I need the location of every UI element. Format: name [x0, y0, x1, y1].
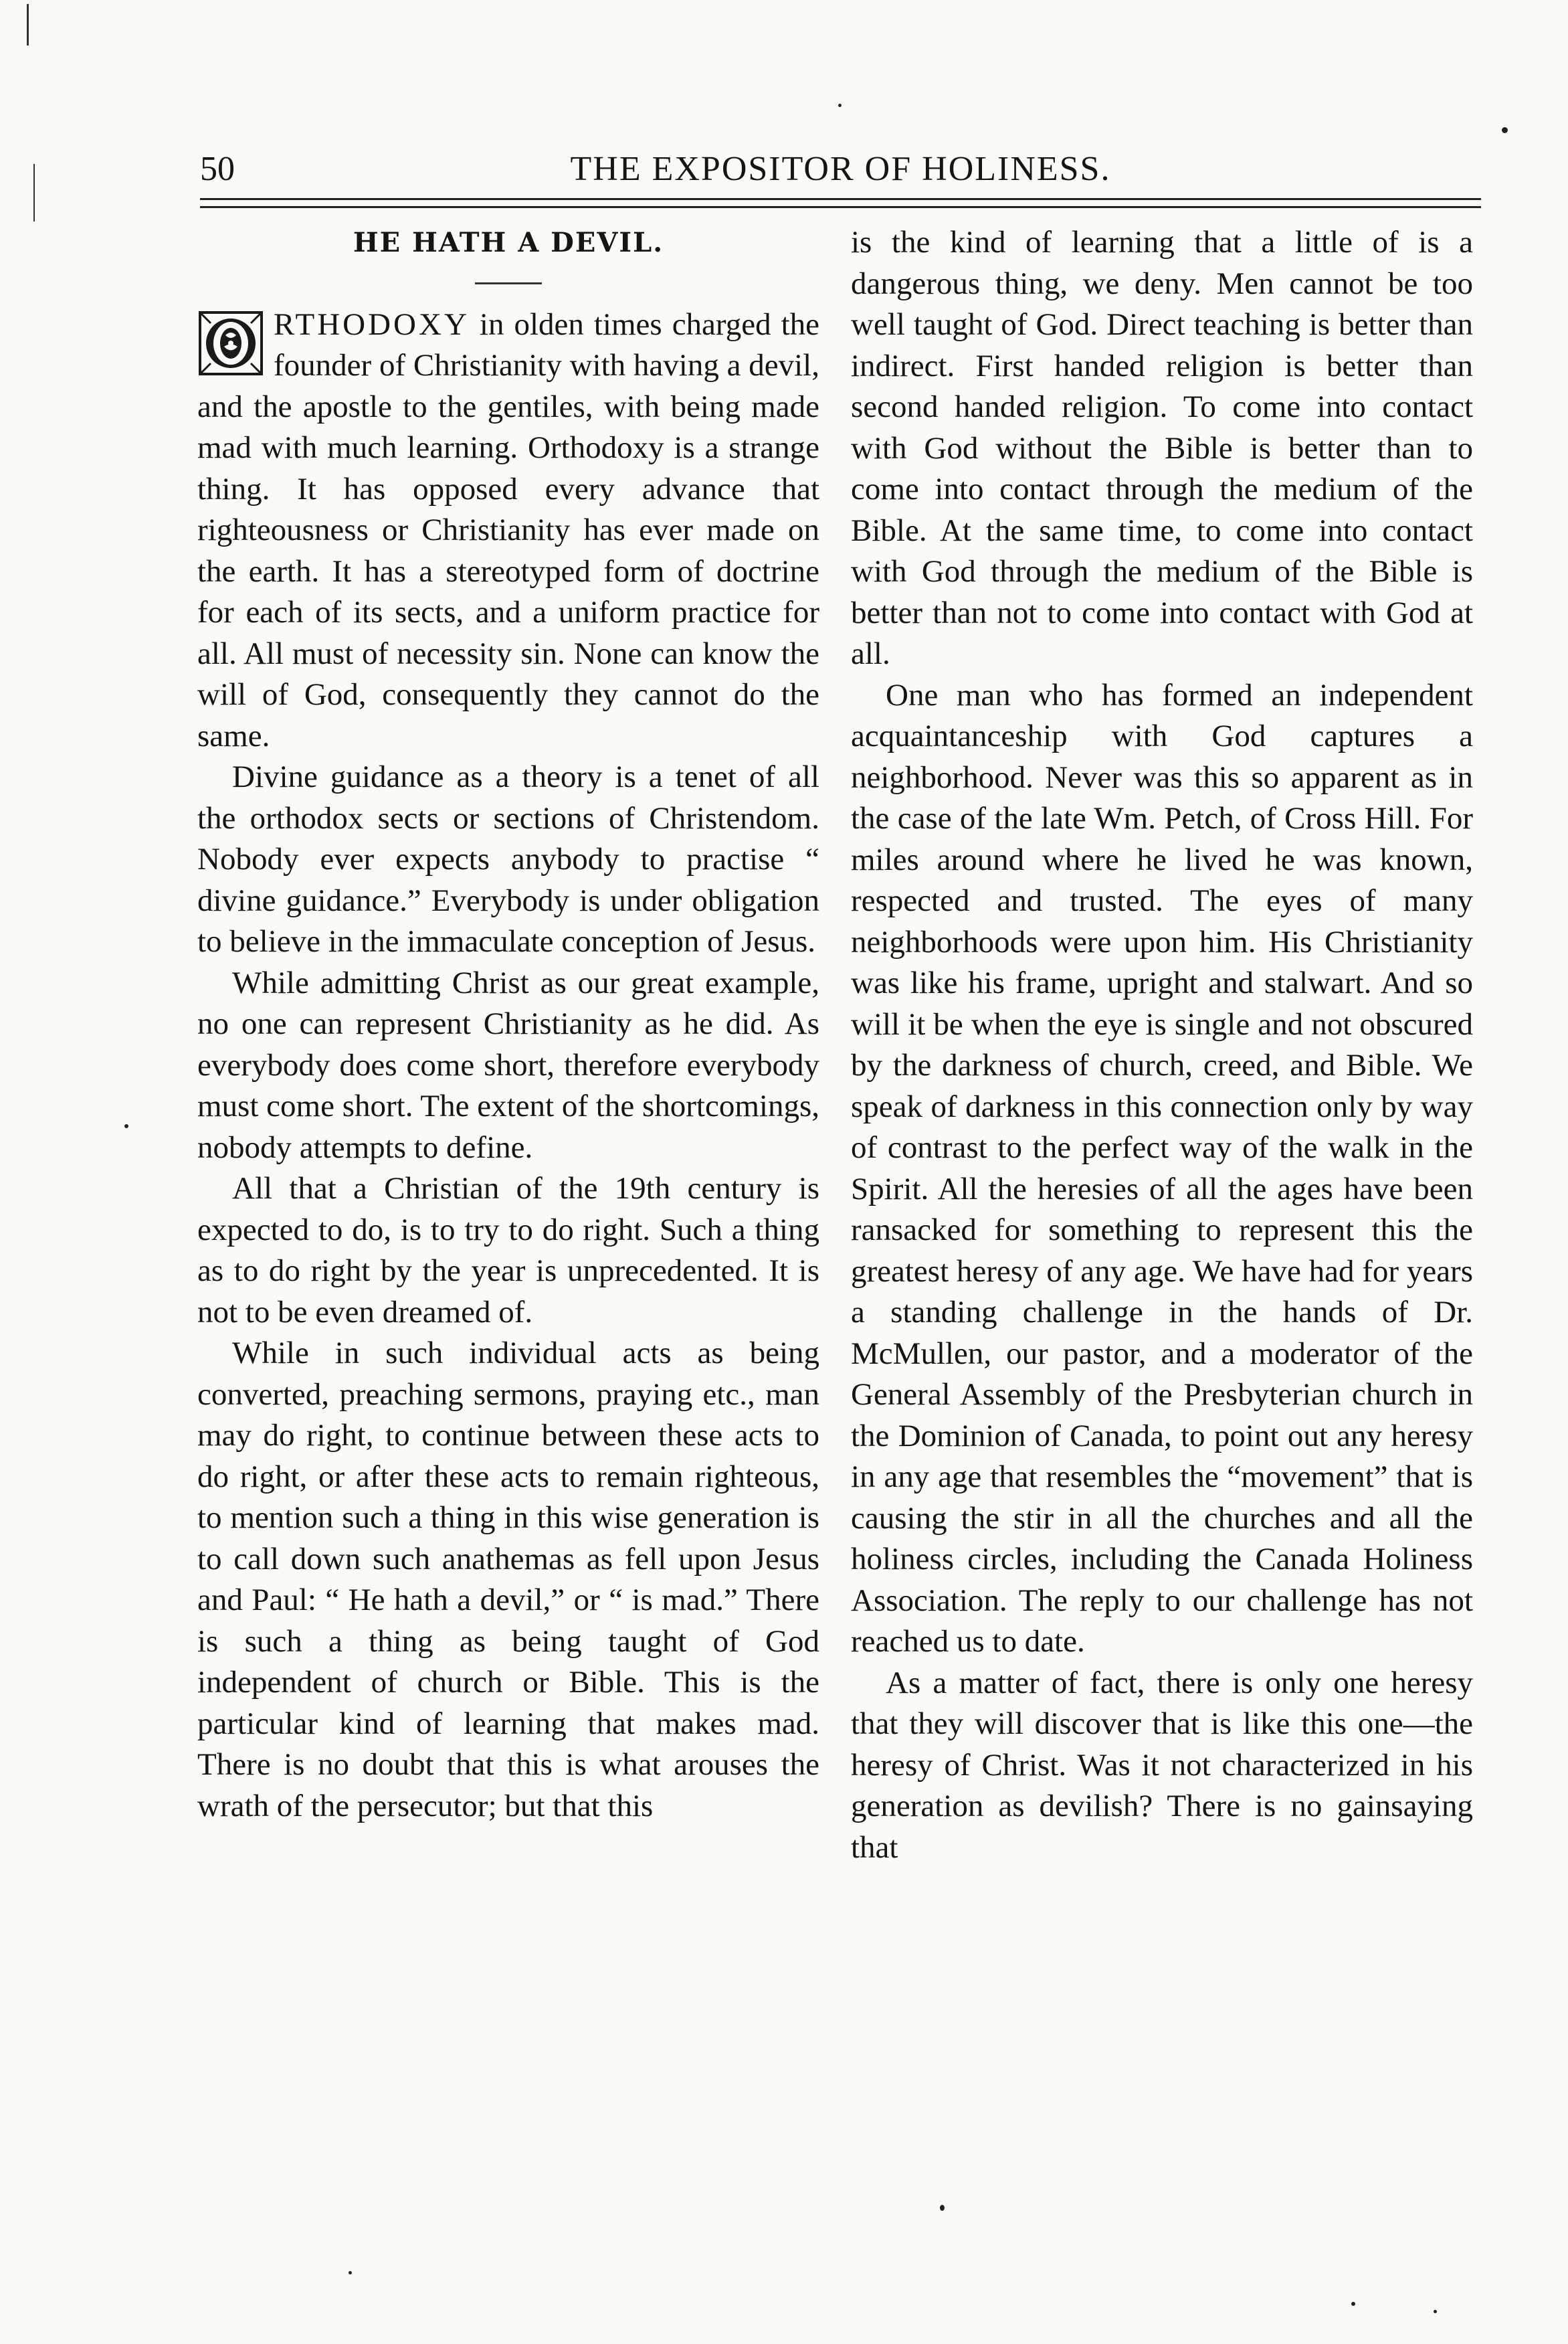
lead-word: RTHODOXY — [274, 306, 470, 342]
header-rule-top — [200, 198, 1481, 200]
title-rule — [475, 282, 542, 284]
scan-speck — [124, 1124, 128, 1128]
scan-speck — [349, 2271, 352, 2274]
paragraph: As a matter of fact, there is only one heresy that they will discover that is like this one—the heresy of Christ. Was it not characterized in his generation as devilish? There is no gainsaying that — [851, 1665, 1473, 1865]
scan-mark — [33, 164, 35, 221]
scan-speck — [838, 104, 842, 107]
continued-paragraph: is the kind of learning that a little of is a dangerous thing, we deny. Men cannot be too well taught of God. Direct teaching is better than indirect. First handed religion is better than second handed religion. To come into contact with God without the Bible is better than to come into contact through the medium of the Bible. At the same time, to come into contact with God through the medium of the Bible is better than not to come into contact with God at all. — [851, 225, 1473, 671]
paragraph: While admitting Christ as our great example, no one can represent Christianity as he did. As everybody does come short, therefore everybody must come short. The extent of the shortcomings, nobody attempts to define. — [197, 965, 819, 1165]
page-number: 50 — [200, 150, 235, 188]
header-rule-bottom — [200, 206, 1481, 208]
paragraph: One man who has formed an independent acquaintanceship with God captures a neighborhood. Never was this so apparent as in the case of the late Wm. Petch, of Cross Hill. For miles around where he lived he was known, respected and trusted. The eyes of many neighborhoods were upon him. His Christianity was like his frame, upright and stalwart. And so will it be when the eye is single and not obscured by the darkness of church, creed, and Bible. We speak of darkness in this connection only by way of contrast to the perfect way of the walk in the Spirit. All the heresies of all the ages have been ransacked for something to represent this the greatest heresy of any age. We have had for years a standing challenge in the hands of Dr. McMullen, our pastor, and a moderator of the General Assembly of the Presbyterian church in the Dominion of Canada, to point out any heresy in any age that resembles the “movement” that is causing the stir in all the churches and all the holiness circles, including the Canada Holiness Association. The reply to our challenge has not reached us to date. — [851, 677, 1473, 1659]
left-column — [197, 222, 819, 1827]
paragraph: All that a Christian of the 19th century is expected to do, is to try to do right. Such a thing as to do right by the year is unprecedented. It is not to be even dreamed of. — [197, 1171, 819, 1330]
running-title: THE EXPOSITOR OF HOLINESS. — [570, 150, 1111, 188]
paragraph: Divine guidance as a theory is a tenet of all the orthodox sects or sections of Christendom. Nobody ever expects anybody to practise “ divine guidance.” Everybody is under obligation to believe in the immaculate conception of Jesus. — [197, 759, 819, 959]
right-column — [851, 222, 1473, 1868]
opening-text: in olden times charged the founder of Christianity with having a devil, and the apostle to the gentiles, with being made mad with much learning. Orthodoxy is a strange thing. It has opposed every advance that righteousness or Christianity has ever made on the earth. It has a stereotyped form of doctrine for each of its sects, and a uniform practice for all. All must of necessity sin. None can know the will of God, consequently they cannot do the same. — [197, 306, 819, 753]
paragraph: While in such individual acts as being converted, preaching sermons, praying etc., man may do right, to continue between these acts to do right, or after these acts to remain righteous, to mention such a thing in this wise generation is to call down such anathemas as fell upon Jesus and Paul: “ He hath a devil,” or “ is mad.” There is such a thing as being taught of God independent of church or Bible. This is the particular kind of learning that makes mad. There is no doubt that this is what arouses the wrath of the persecutor; but that this — [197, 1336, 819, 1823]
scan-speck — [1434, 2310, 1437, 2313]
scan-speck — [1351, 2302, 1355, 2306]
scan-mark — [27, 4, 29, 46]
opening-paragraph — [197, 304, 819, 757]
ornamental-drop-cap — [197, 310, 264, 377]
article-title: HE HATH A DEVIL. — [353, 227, 664, 258]
page-header — [200, 146, 1481, 206]
scan-speck — [940, 2205, 945, 2211]
scan-speck — [1502, 127, 1508, 133]
